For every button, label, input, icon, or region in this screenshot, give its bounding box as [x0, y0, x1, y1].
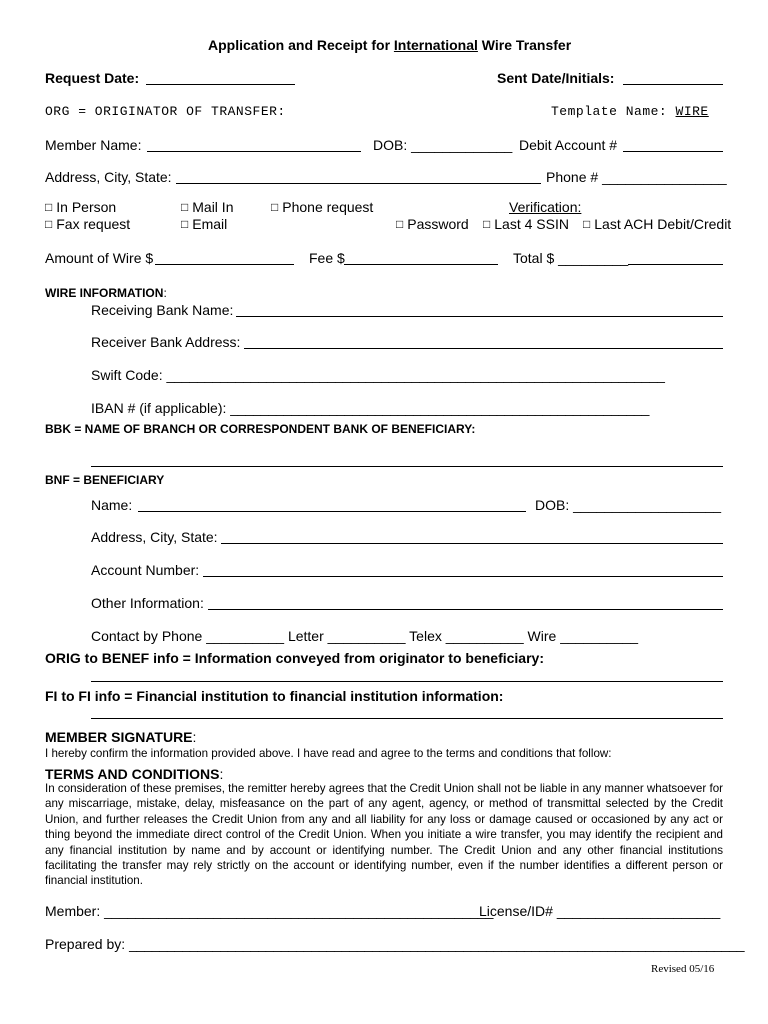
contact-phone-field[interactable]: __________ — [206, 628, 285, 644]
bnf-dob-label: DOB: ___________________ — [535, 497, 722, 513]
email-checkbox[interactable]: □ Email — [181, 216, 228, 232]
member-name-field[interactable] — [147, 151, 361, 152]
total-field[interactable] — [628, 264, 723, 265]
total-label: Total $ _________ — [513, 250, 629, 266]
debit-account-label: Debit Account # — [519, 137, 618, 153]
license-row: License/ID# _____________________ — [479, 903, 721, 919]
prepared-by-field[interactable]: _________________________________________________________________________________ — [129, 936, 745, 952]
bnf-name-label: Name: — [91, 497, 133, 513]
dob-label: DOB: _____________ — [373, 137, 513, 153]
checkbox-icon: □ — [396, 217, 404, 231]
checkbox-icon: □ — [181, 200, 189, 214]
orig-benef-field[interactable] — [91, 681, 723, 682]
bnf-address-label: Address, City, State: — [91, 529, 218, 545]
contact-wire-field[interactable]: __________ — [560, 628, 639, 644]
bnf-account-field[interactable] — [203, 576, 723, 577]
sent-date-field[interactable] — [623, 84, 723, 85]
bnf-other-field[interactable] — [208, 609, 723, 610]
amount-label: Amount of Wire $ — [45, 250, 154, 266]
phone-field[interactable]: ________________ — [602, 169, 727, 185]
fee-label: Fee $ — [309, 250, 345, 266]
wire-info-heading: WIRE INFORMATION: — [45, 286, 167, 300]
confirm-text: I hereby confirm the information provided above. I have read and agree to the terms and conditions that follow: — [45, 747, 612, 760]
bnf-dob-field[interactable]: ___________________ — [573, 497, 722, 513]
fi-to-fi-field[interactable] — [91, 718, 723, 719]
bnf-contact-row: Contact by Phone __________ Letter __________ Telex __________ Wire __________ — [91, 628, 639, 644]
ssn-checkbox[interactable]: □ Last 4 SSIN — [483, 216, 569, 232]
receiving-bank-field[interactable] — [236, 316, 723, 317]
member-row: Member: __________________________________________________ — [45, 903, 494, 919]
receiver-address-label: Receiver Bank Address: — [91, 334, 241, 350]
debit-account-field[interactable] — [623, 151, 723, 152]
iban-label: IBAN # (if applicable): _______________________________________________________ — [91, 400, 650, 416]
dob-field[interactable]: _____________ — [411, 137, 513, 153]
bnf-account-label: Account Number: — [91, 562, 200, 578]
swift-code-label: Swift Code: _________________________________________________________________ — [91, 367, 665, 383]
checkbox-icon: □ — [583, 217, 591, 231]
phone-request-checkbox[interactable]: □ Phone request — [271, 199, 374, 215]
mail-in-checkbox[interactable]: □ Mail In — [181, 199, 234, 215]
password-checkbox[interactable]: □ Password — [396, 216, 469, 232]
checkbox-icon: □ — [271, 200, 279, 214]
address-label: Address, City, State: — [45, 169, 172, 185]
org-label: ORG = ORIGINATOR OF TRANSFER: — [45, 104, 286, 119]
in-person-checkbox[interactable]: □ In Person — [45, 199, 117, 215]
checkbox-icon: □ — [483, 217, 491, 231]
bnf-address-field[interactable] — [221, 543, 723, 544]
receiving-bank-label: Receiving Bank Name: — [91, 302, 234, 318]
swift-code-field[interactable]: _________________________________________________________________ — [166, 367, 665, 383]
request-date-field[interactable] — [146, 84, 295, 85]
member-signature-heading: MEMBER SIGNATURE: — [45, 729, 197, 745]
bnf-heading: BNF = BENEFICIARY — [45, 473, 165, 487]
address-field[interactable] — [176, 183, 541, 184]
prepared-by-row: Prepared by: _________________________________________________________________________________ — [45, 936, 745, 952]
member-name-label: Member Name: — [45, 137, 142, 153]
sent-date-label: Sent Date/Initials: — [497, 70, 615, 86]
request-date-label: Request Date: — [45, 70, 140, 86]
fi-to-fi-heading: FI to FI info = Financial institution to financial institution information: — [45, 688, 504, 704]
ach-checkbox[interactable]: □ Last ACH Debit/Credit — [583, 216, 732, 232]
bbk-field[interactable] — [91, 466, 723, 467]
bnf-name-field[interactable] — [138, 511, 526, 512]
iban-field[interactable]: _______________________________________________________ — [230, 400, 650, 416]
checkbox-icon: □ — [181, 217, 189, 231]
checkbox-icon: □ — [45, 200, 53, 214]
bbk-heading: BBK = NAME OF BRANCH OR CORRESPONDENT BANK OF BENEFICIARY: — [45, 422, 476, 436]
orig-benef-heading: ORIG to BENEF info = Information conveyed from originator to beneficiary: — [45, 650, 544, 666]
form-title: Application and Receipt for International Wire Transfer — [208, 37, 572, 53]
fax-request-checkbox[interactable]: □ Fax request — [45, 216, 131, 232]
bnf-other-label: Other Information: — [91, 595, 204, 611]
member-signature-field[interactable]: __________________________________________________ — [104, 903, 494, 919]
contact-letter-field[interactable]: __________ — [327, 628, 406, 644]
receiver-address-field[interactable] — [244, 348, 723, 349]
terms-body: In consideration of these premises, the remitter hereby agrees that the Credit Union shall not be liable in any manner whatsoever for any miscarriage, mistake, delay, misfeasance on the part of any agent, agency, or method of transmittal selected by the Credit Union, and further releases the Credit Union from any and all liability for any loss or damage caused or occasioned by any act or thing beyond the immediate direct control of the Credit Union. When you initiate a wire transfer, you may identify the recipient and any financial institution by name and by account or identifying number. The Credit Union and any other financial institutions facilitating the transfer may rely strictly on the account or identifying number, even if the number identifies a different person or financial institution. — [45, 782, 723, 888]
template-name: Template Name: WIRE — [551, 104, 709, 119]
fee-field[interactable] — [344, 264, 498, 265]
phone-label: Phone # ________________ — [546, 169, 727, 185]
revised-date: Revised 05/16 — [651, 963, 715, 975]
license-field[interactable]: _____________________ — [556, 903, 721, 919]
amount-field[interactable] — [155, 264, 294, 265]
terms-heading: TERMS AND CONDITIONS: — [45, 766, 224, 782]
verification-label: Verification: — [509, 199, 582, 215]
contact-telex-field[interactable]: __________ — [445, 628, 524, 644]
checkbox-icon: □ — [45, 217, 53, 231]
